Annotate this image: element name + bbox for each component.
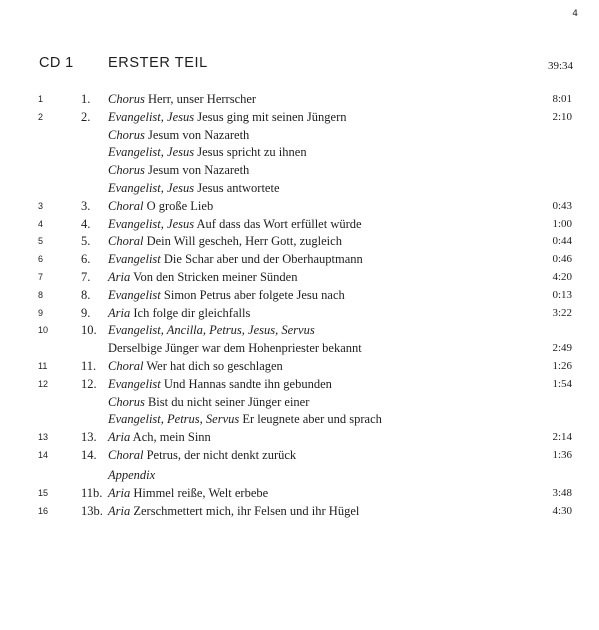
movement-role: Choral bbox=[108, 198, 144, 213]
movement-text: Und Hannas sandte ihn gebunden bbox=[163, 376, 332, 391]
movement-role: Evangelist, Jesus bbox=[108, 145, 195, 160]
movement-title bbox=[108, 143, 307, 161]
movement-title bbox=[108, 90, 256, 108]
track-duration: 1:26 bbox=[552, 360, 572, 372]
movement-text: Simon Petrus aber folgete Jesu nach bbox=[163, 287, 345, 302]
track-duration: 8:01 bbox=[552, 93, 572, 105]
track-row bbox=[0, 446, 599, 464]
movement-title bbox=[108, 197, 213, 215]
movement-title bbox=[108, 232, 342, 250]
movement-role: Evangelist, Petrus, Servus bbox=[108, 412, 240, 427]
movement-title bbox=[108, 484, 268, 502]
movement-role: Evangelist bbox=[108, 252, 161, 267]
track-number: 12 bbox=[38, 378, 49, 389]
movement-title bbox=[108, 393, 309, 411]
track-row bbox=[0, 268, 599, 286]
movement-number: 11b. bbox=[81, 486, 103, 500]
movement-text: O große Lieb bbox=[146, 198, 214, 213]
track-duration: 0:44 bbox=[552, 235, 572, 248]
track-row bbox=[0, 410, 599, 428]
movement-text: Himmel reiße, Welt erbebe bbox=[133, 486, 269, 500]
movement-role: Chorus bbox=[108, 92, 145, 106]
track-row bbox=[0, 375, 599, 393]
movement-text: Derselbige Jünger war dem Hohenpriester bekannt bbox=[108, 341, 362, 356]
track-duration: 2:10 bbox=[552, 110, 572, 123]
track-row bbox=[0, 126, 599, 144]
movement-text: Zerschmettert mich, ihr Felsen und ihr Hügel bbox=[133, 503, 360, 518]
track-duration: 1:00 bbox=[552, 217, 572, 230]
page-number: 4 bbox=[572, 9, 578, 19]
movement-title bbox=[108, 375, 332, 393]
movement-title bbox=[108, 286, 345, 304]
movement-title bbox=[108, 446, 296, 464]
movement-text: Auf dass das Wort erfüllet würde bbox=[196, 216, 362, 231]
movement-role: Evangelist, Jesus bbox=[108, 216, 195, 231]
track-row bbox=[0, 321, 599, 339]
movement-role: Choral bbox=[108, 359, 144, 373]
movement-text: Jesus antwortete bbox=[197, 181, 280, 195]
track-number: 3 bbox=[38, 200, 44, 211]
track-duration: 0:46 bbox=[552, 253, 572, 266]
movement-text: Petrus, der nicht denkt zurück bbox=[146, 448, 297, 462]
movement-title bbox=[108, 428, 211, 446]
part-title: ERSTER TEIL bbox=[108, 55, 208, 71]
cd-label: CD 1 bbox=[39, 55, 74, 71]
movement-role: Evangelist, Jesus bbox=[108, 109, 195, 124]
movement-number: 8. bbox=[81, 287, 91, 302]
movement-role: Chorus bbox=[108, 127, 145, 142]
movement-text: Ich folge dir gleichfalls bbox=[133, 305, 251, 320]
movement-role: Evangelist, Ancilla, Petrus, Jesus, Servus bbox=[108, 323, 315, 338]
track-row bbox=[0, 215, 599, 233]
movement-text: Herr, unser Herrscher bbox=[147, 92, 257, 106]
movement-text: Er leugnete aber und sprach bbox=[242, 412, 382, 427]
movement-number: 2. bbox=[81, 109, 91, 124]
track-row bbox=[0, 339, 599, 357]
track-number: 9 bbox=[38, 307, 44, 318]
track-row bbox=[0, 197, 599, 215]
track-duration: 2:14 bbox=[552, 431, 572, 444]
track-duration: 0:13 bbox=[552, 288, 572, 301]
movement-title bbox=[108, 179, 280, 197]
movement-role: Chorus bbox=[108, 394, 145, 409]
track-number: 1 bbox=[38, 94, 44, 104]
track-row bbox=[0, 90, 599, 108]
movement-text: Jesus spricht zu ihnen bbox=[197, 145, 307, 160]
track-row bbox=[0, 232, 599, 250]
movement-title bbox=[108, 304, 250, 322]
movement-role: Aria bbox=[108, 270, 131, 284]
track-row bbox=[0, 143, 599, 161]
movement-title bbox=[108, 357, 283, 375]
movement-title bbox=[108, 502, 359, 520]
movement-text: Jesus ging mit seinen Jüngern bbox=[197, 109, 347, 124]
movement-number: 5. bbox=[81, 234, 91, 249]
movement-title bbox=[108, 321, 315, 339]
track-row bbox=[0, 250, 599, 268]
track-row bbox=[0, 502, 599, 520]
movement-number: 10. bbox=[81, 323, 97, 338]
movement-text: Jesum von Nazareth bbox=[147, 127, 250, 142]
track-number: 16 bbox=[38, 505, 49, 516]
track-row bbox=[0, 286, 599, 304]
movement-title bbox=[108, 268, 297, 286]
movement-role: Aria bbox=[108, 430, 131, 445]
movement-text: Ach, mein Sinn bbox=[132, 430, 211, 445]
movement-number: 14. bbox=[81, 448, 97, 462]
movement-role: Chorus bbox=[108, 163, 145, 178]
track-number: 4 bbox=[38, 218, 44, 229]
track-number: 8 bbox=[38, 289, 44, 300]
track-row bbox=[0, 357, 599, 375]
movement-number: 9. bbox=[81, 305, 91, 320]
movement-text: Bist du nicht seiner Jünger einer bbox=[147, 394, 310, 409]
track-row bbox=[0, 393, 599, 411]
movement-role: Aria bbox=[108, 305, 131, 320]
track-row bbox=[0, 484, 599, 502]
track-duration: 3:48 bbox=[552, 487, 572, 499]
movement-text: Die Schar aber und der Oberhauptmann bbox=[163, 252, 363, 267]
track-duration: 4:20 bbox=[552, 271, 572, 283]
movement-number: 7. bbox=[81, 270, 91, 284]
movement-title bbox=[108, 410, 382, 428]
movement-number: 4. bbox=[81, 216, 91, 231]
track-row bbox=[0, 161, 599, 179]
movement-number: 12. bbox=[81, 376, 97, 391]
movement-text: Jesum von Nazareth bbox=[147, 163, 250, 178]
movement-text: Wer hat dich so geschlagen bbox=[146, 359, 283, 373]
appendix-label: Appendix bbox=[108, 468, 156, 482]
movement-role: Choral bbox=[108, 448, 144, 462]
movement-title bbox=[108, 215, 362, 233]
track-number: 11 bbox=[38, 361, 48, 371]
track-duration: 0:43 bbox=[552, 199, 572, 212]
movement-title bbox=[108, 126, 249, 144]
track-row bbox=[0, 304, 599, 322]
movement-number: 1. bbox=[81, 92, 91, 106]
track-row bbox=[0, 108, 599, 126]
movement-number: 13b. bbox=[81, 503, 103, 518]
track-number: 6 bbox=[38, 254, 44, 265]
track-duration: 3:22 bbox=[552, 306, 572, 319]
track-duration: 1:36 bbox=[552, 449, 572, 461]
movement-role: Evangelist bbox=[108, 376, 161, 391]
track-number: 13 bbox=[38, 432, 49, 443]
movement-number: 3. bbox=[81, 198, 91, 213]
total-duration: 39:34 bbox=[547, 60, 573, 72]
track-number: 2 bbox=[38, 111, 44, 122]
movement-text: Von den Stricken meiner Sünden bbox=[133, 270, 298, 284]
track-number: 5 bbox=[38, 236, 44, 247]
track-row bbox=[0, 428, 599, 446]
track-row bbox=[0, 179, 599, 197]
track-number: 14 bbox=[38, 450, 49, 460]
track-number: 7 bbox=[38, 272, 44, 282]
track-number: 10 bbox=[38, 325, 49, 336]
track-duration: 4:30 bbox=[552, 504, 572, 517]
movement-number: 6. bbox=[81, 252, 91, 267]
track-duration: 1:54 bbox=[552, 377, 572, 390]
movement-title bbox=[108, 339, 362, 357]
movement-role: Evangelist bbox=[108, 287, 161, 302]
track-duration: 2:49 bbox=[552, 342, 572, 355]
movement-title bbox=[108, 250, 363, 268]
movement-role: Choral bbox=[108, 234, 144, 249]
movement-role: Aria bbox=[108, 503, 131, 518]
movement-number: 11. bbox=[81, 359, 97, 373]
movement-title bbox=[108, 108, 347, 126]
movement-text: Dein Will gescheh, Herr Gott, zugleich bbox=[146, 234, 342, 249]
track-number: 15 bbox=[38, 488, 49, 498]
movement-role: Evangelist, Jesus bbox=[108, 181, 195, 195]
movement-role: Aria bbox=[108, 486, 131, 500]
movement-title bbox=[108, 161, 249, 179]
movement-number: 13. bbox=[81, 430, 97, 445]
